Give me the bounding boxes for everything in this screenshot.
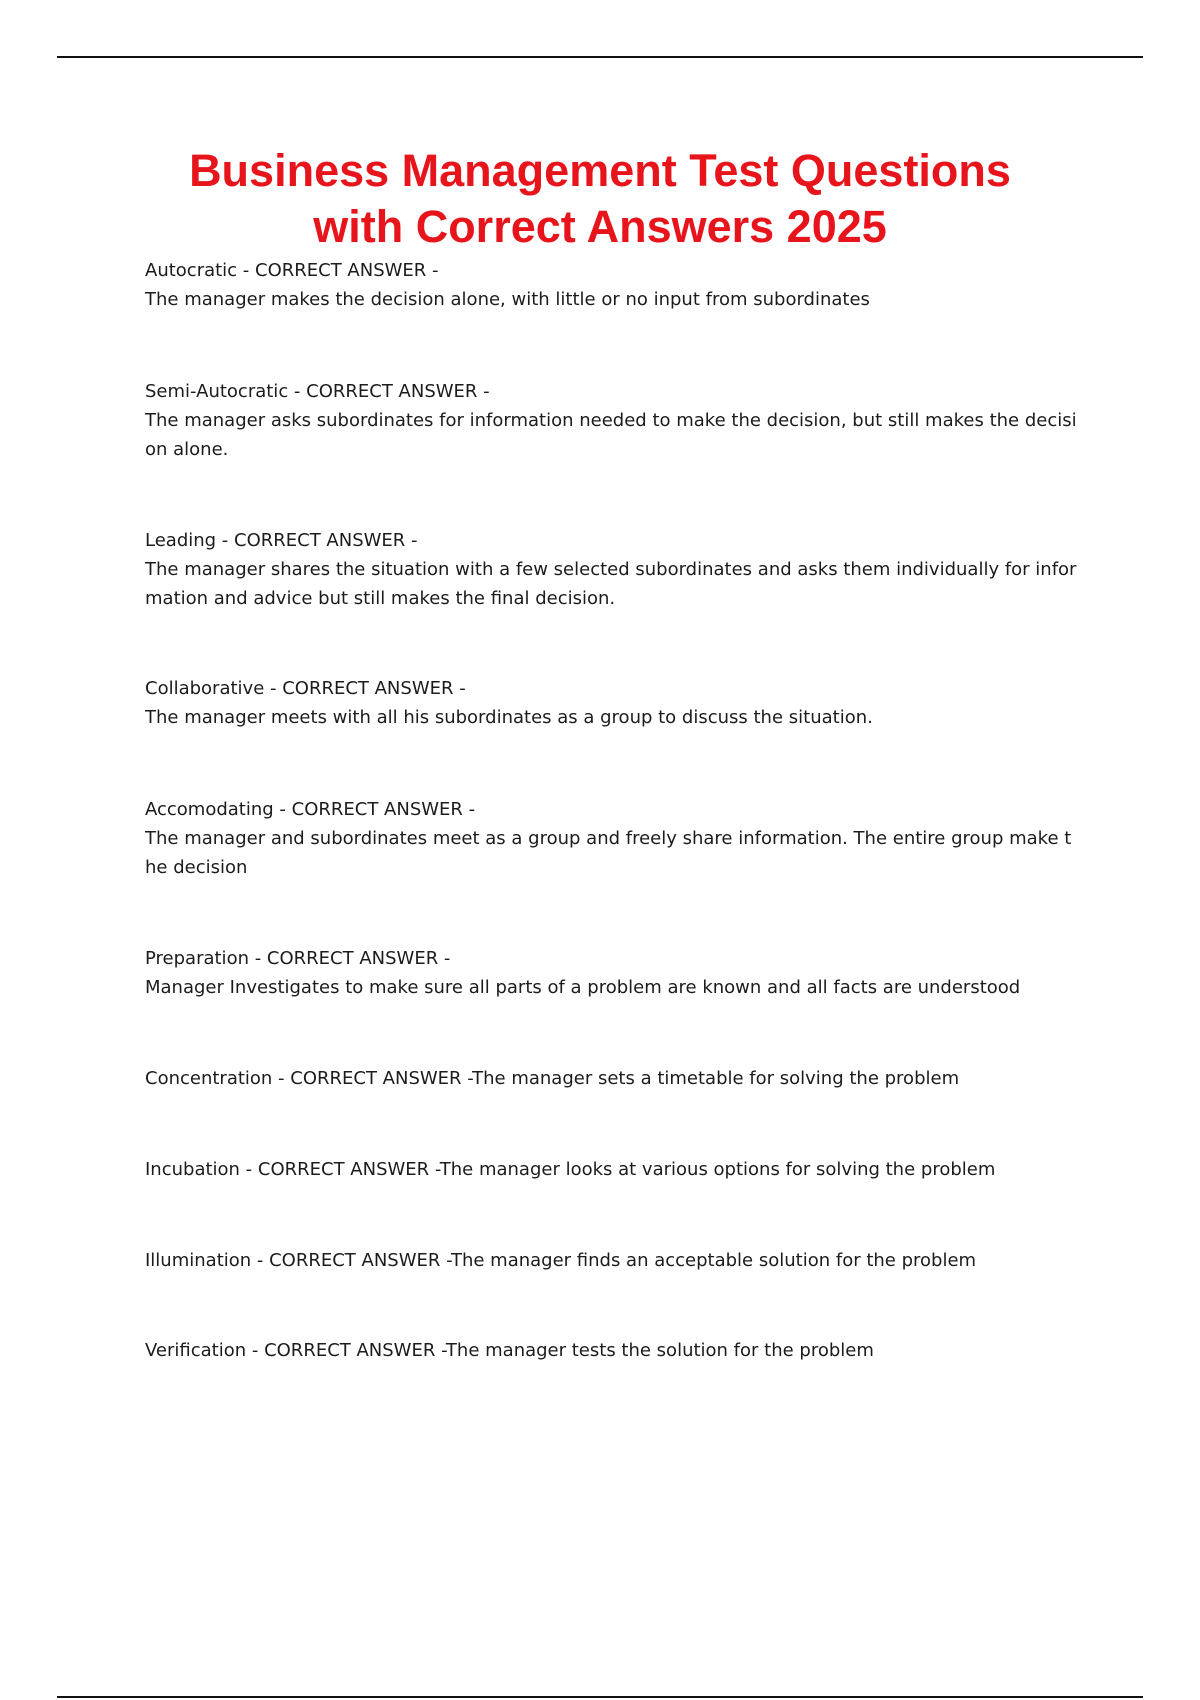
answer-text: The manager shares the situation with a few selected subordinates and asks them individually for infor: [145, 559, 1077, 580]
answer-text: The manager meets with all his subordinates as a group to discuss the situation.: [145, 707, 873, 728]
header-rule: [57, 56, 1143, 58]
qa-entry-accomodating: [145, 795, 1075, 882]
question-term: Accomodating - CORRECT ANSWER -: [145, 799, 476, 820]
question-answer-line: Illumination - CORRECT ANSWER -The manager finds an acceptable solution for the problem: [145, 1250, 977, 1271]
answer-text: Manager Investigates to make sure all parts of a problem are known and all facts are understood: [145, 977, 1021, 998]
title-line-1: Business Management Test Questions: [189, 145, 1011, 196]
question-term: Preparation - CORRECT ANSWER -: [145, 948, 451, 969]
question-term: Leading - CORRECT ANSWER -: [145, 530, 418, 551]
qa-entry-preparation: [145, 944, 1075, 1002]
question-answer-line: Incubation - CORRECT ANSWER -The manager looks at various options for solving the problem: [145, 1159, 996, 1180]
question-answer-line: Concentration - CORRECT ANSWER -The manager sets a timetable for solving the problem: [145, 1068, 960, 1089]
qa-entry-incubation: [145, 1155, 1075, 1184]
title-line-2: with Correct Answers 2025: [313, 201, 887, 252]
answer-text: mation and advice but still makes the final decision.: [145, 588, 616, 609]
qa-entry-illumination: [145, 1246, 1075, 1275]
qa-entry-autocratic: [145, 256, 1075, 314]
qa-entry-concentration: [145, 1064, 1075, 1093]
answer-text: he decision: [145, 857, 248, 878]
footer-rule: [57, 1696, 1143, 1698]
qa-entry-leading: [145, 526, 1075, 613]
qa-entry-collaborative: [145, 674, 1075, 732]
question-term: Semi-Autocratic - CORRECT ANSWER -: [145, 381, 490, 402]
document-title: [0, 143, 1200, 255]
question-term: Collaborative - CORRECT ANSWER -: [145, 678, 466, 699]
qa-entry-semi-autocratic: [145, 377, 1075, 464]
answer-text: The manager and subordinates meet as a group and freely share information. The entire group make t: [145, 828, 1072, 849]
question-answer-line: Verification - CORRECT ANSWER -The manager tests the solution for the problem: [145, 1340, 874, 1361]
question-term: Autocratic - CORRECT ANSWER -: [145, 260, 439, 281]
answer-text: on alone.: [145, 439, 229, 460]
answer-text: The manager makes the decision alone, with little or no input from subordinates: [145, 289, 870, 310]
answer-text: The manager asks subordinates for information needed to make the decision, but still makes the decisi: [145, 410, 1077, 431]
qa-entry-verification: [145, 1336, 1075, 1365]
